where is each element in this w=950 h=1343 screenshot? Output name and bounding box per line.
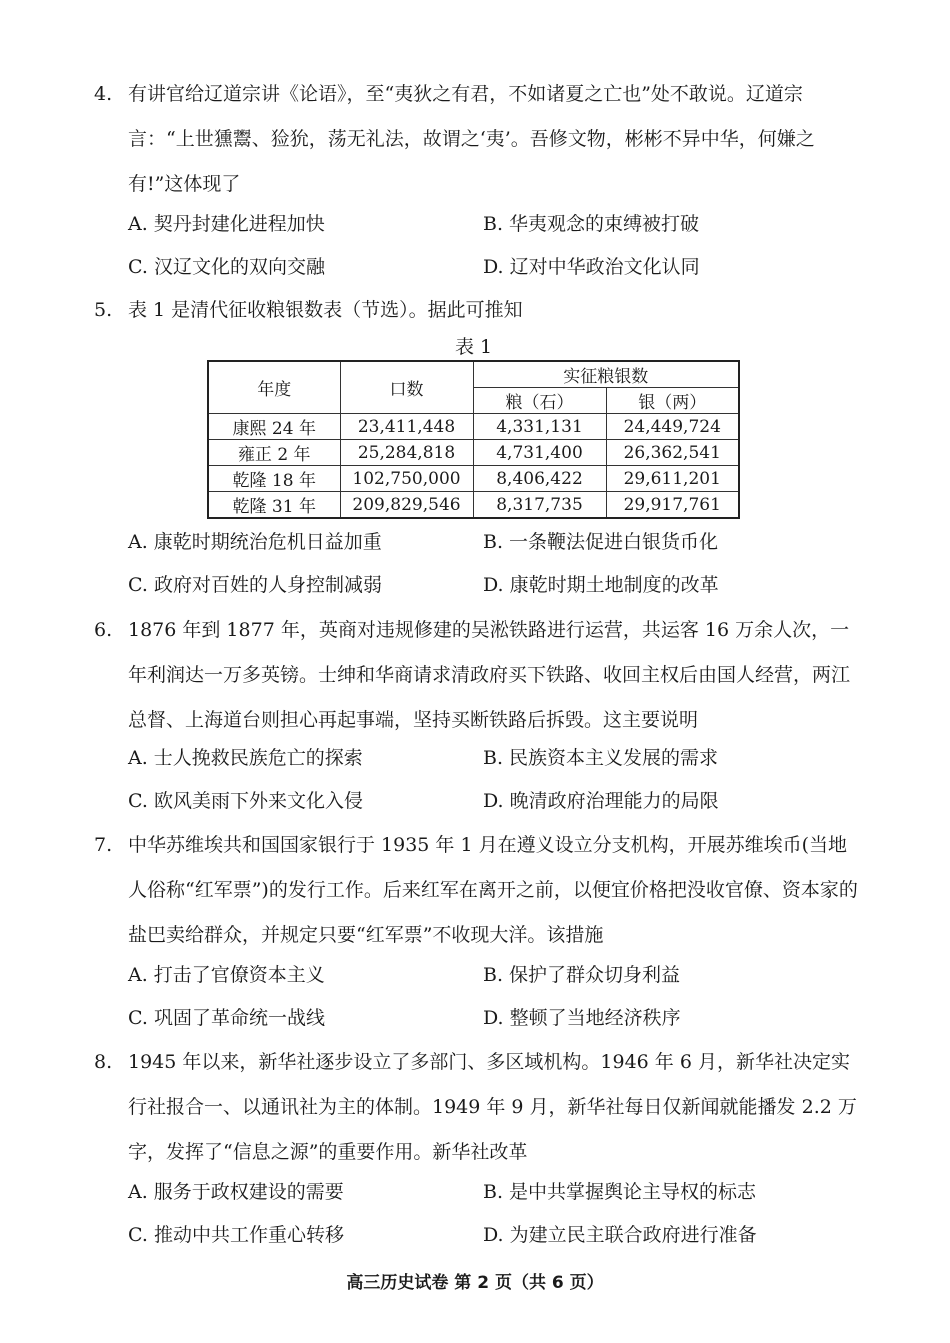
table-row [208, 466, 739, 492]
question-number: 6. [94, 619, 113, 641]
option-c: C. 欧风美雨下外来文化入侵 [128, 790, 363, 812]
table-row [208, 440, 739, 466]
option-b: B. 一条鞭法促进白银货币化 [483, 531, 719, 553]
cell-silver: 26,362,541 [606, 440, 739, 466]
cell-population: 25,284,818 [340, 440, 473, 466]
cell-population: 23,411,448 [340, 414, 473, 440]
question-5 [94, 288, 864, 333]
option-a: A. 士人挽救民族危亡的探索 [128, 747, 363, 769]
question-stem: 中华苏维埃共和国国家银行于 1935 年 1 月在遵义设立分支机构，开展苏维埃币(当地人俗称“红军票”)的发行工作。后来红军在离开之前，以便宜价格把没收官僚、资本家的盐巴卖给群众，并规定只要“红军票”不收现大洋。该措施 [128, 834, 858, 946]
table-caption: 表 1 [455, 336, 493, 358]
option-d: D. 晚清政府治理能力的局限 [483, 790, 719, 812]
option-b: B. 保护了群众切身利益 [483, 964, 681, 986]
question-4 [94, 72, 864, 207]
cell-year: 乾隆 18 年 [208, 466, 340, 492]
page-footer: 高三历史试卷 第 2 页（共 6 页） [346, 1273, 604, 1293]
table-row [208, 492, 739, 519]
options-7 [128, 954, 828, 1040]
option-b: B. 民族资本主义发展的需求 [483, 747, 719, 769]
question-8 [94, 1040, 864, 1175]
option-d: D. 辽对中华政治文化认同 [483, 256, 700, 278]
cell-grain: 8,406,422 [473, 466, 606, 492]
option-b: B. 是中共掌握舆论主导权的标志 [483, 1181, 757, 1203]
option-c: C. 推动中共工作重心转移 [128, 1224, 344, 1246]
option-a: A. 打击了官僚资本主义 [128, 964, 325, 986]
header-population: 口数 [340, 361, 473, 414]
option-c: C. 巩固了革命统一战线 [128, 1007, 325, 1029]
question-stem: 1876 年到 1877 年，英商对违规修建的吴淞铁路进行运营，共运客 16 万余人次，一年利润达一万多英镑。士绅和华商请求清政府买下铁路、收回主权后由国人经营，两江总督、上海道台则担心再起事端，坚持买断铁路后拆毁。这主要说明 [128, 619, 851, 731]
option-d: D. 为建立民主联合政府进行准备 [483, 1224, 757, 1246]
option-d: D. 整顿了当地经济秩序 [483, 1007, 681, 1029]
question-7 [94, 823, 864, 958]
question-6 [94, 608, 864, 743]
question-stem: 有讲官给辽道宗讲《论语》，至“夷狄之有君，不如诸夏之亡也”处不敢说。辽道宗言：“上世獯鬻、猃狁，荡无礼法，故谓之‘夷’。吾修文物，彬彬不异中华，何嫌之有!”这体现了 [128, 83, 815, 195]
cell-grain: 4,331,131 [473, 414, 606, 440]
cell-population: 209,829,546 [340, 492, 473, 519]
cell-year: 雍正 2 年 [208, 440, 340, 466]
question-number: 4. [94, 83, 113, 105]
grain-silver-table [207, 360, 740, 519]
cell-year: 康熙 24 年 [208, 414, 340, 440]
question-stem: 1945 年以来，新华社逐步设立了多部门、多区域机构。1946 年 6 月，新华社决定实行社报合一、以通讯社为主的体制。1949 年 9 月，新华社每日仅新闻就能播发 2.2 万字，发挥了“信息之源”的重要作用。新华社改革 [128, 1051, 857, 1163]
question-number: 5. [94, 299, 113, 321]
cell-year: 乾隆 31 年 [208, 492, 340, 519]
options-4 [128, 203, 828, 289]
option-a: A. 康乾时期统治危机日益加重 [128, 531, 382, 553]
cell-grain: 4,731,400 [473, 440, 606, 466]
cell-grain: 8,317,735 [473, 492, 606, 519]
cell-population: 102,750,000 [340, 466, 473, 492]
options-5 [128, 521, 828, 607]
header-year: 年度 [208, 361, 340, 414]
header-group: 实征粮银数 [473, 361, 739, 388]
question-stem: 表 1 是清代征收粮银数表（节选）。据此可推知 [128, 299, 523, 321]
option-a: A. 契丹封建化进程加快 [128, 213, 325, 235]
cell-silver: 29,917,761 [606, 492, 739, 519]
table-row [208, 414, 739, 440]
option-b: B. 华夷观念的束缚被打破 [483, 213, 700, 235]
option-c: C. 汉辽文化的双向交融 [128, 256, 325, 278]
options-8 [128, 1171, 828, 1257]
cell-silver: 29,611,201 [606, 466, 739, 492]
option-a: A. 服务于政权建设的需要 [128, 1181, 344, 1203]
option-c: C. 政府对百姓的人身控制减弱 [128, 574, 382, 596]
options-6 [128, 737, 828, 823]
question-number: 8. [94, 1051, 113, 1073]
cell-silver: 24,449,724 [606, 414, 739, 440]
header-grain: 粮（石） [473, 388, 606, 414]
question-number: 7. [94, 834, 113, 856]
header-silver: 银（两） [606, 388, 739, 414]
option-d: D. 康乾时期土地制度的改革 [483, 574, 719, 596]
